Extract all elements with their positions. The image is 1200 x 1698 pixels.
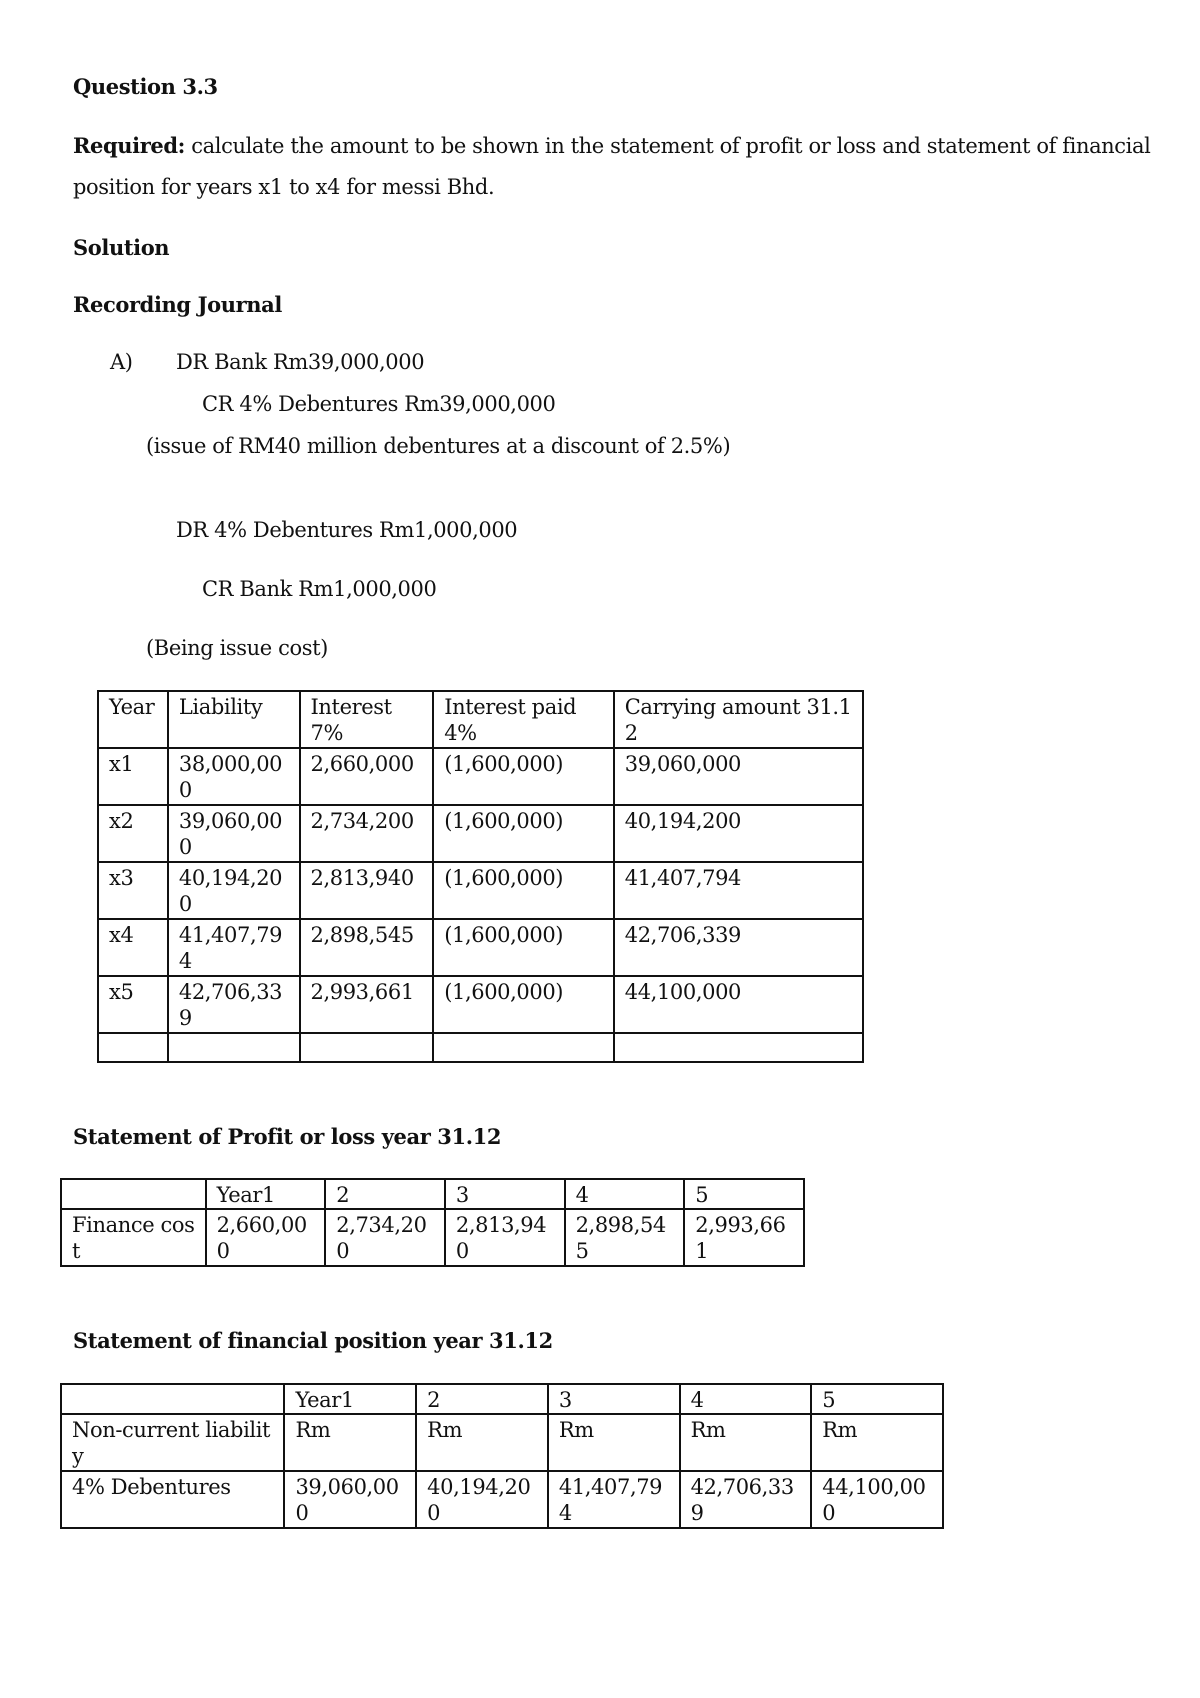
required-line-1 xyxy=(73,133,1150,158)
cell-interest-paid: (1,600,000) xyxy=(433,862,614,919)
header-year-5: 5 xyxy=(811,1384,943,1414)
cell-liability: 42,706,339 xyxy=(168,976,300,1033)
cell-interest-paid: (1,600,000) xyxy=(433,976,614,1033)
debentures-value: 39,060,000 xyxy=(284,1471,416,1528)
debentures-value: 42,706,339 xyxy=(680,1471,812,1528)
header-year-4: 4 xyxy=(565,1179,685,1209)
cell-liability: 41,407,794 xyxy=(168,919,300,976)
cell-year: x5 xyxy=(98,976,168,1033)
header-year-2: 2 xyxy=(416,1384,548,1414)
debentures-label: 4% Debentures xyxy=(61,1471,284,1528)
solution-heading: Solution xyxy=(73,235,170,260)
table-row xyxy=(98,919,863,976)
cell-interest: 2,898,545 xyxy=(300,919,434,976)
journal-heading: Recording Journal xyxy=(73,292,282,317)
table-row xyxy=(61,1414,943,1471)
currency-unit: Rm xyxy=(680,1414,812,1471)
empty-cell xyxy=(98,1033,168,1062)
cell-year: x2 xyxy=(98,805,168,862)
header-carrying-amount: Carrying amount 31.12 xyxy=(614,691,863,748)
finance-cost-value: 2,813,940 xyxy=(445,1209,565,1266)
cell-carrying-amount: 41,407,794 xyxy=(614,862,863,919)
cell-interest-paid: (1,600,000) xyxy=(433,919,614,976)
header-interest: Interest 7% xyxy=(300,691,434,748)
debentures-value: 41,407,794 xyxy=(548,1471,680,1528)
cell-year: x4 xyxy=(98,919,168,976)
entry2-narration: (Being issue cost) xyxy=(146,636,328,660)
header-year-2: 2 xyxy=(325,1179,445,1209)
table-row xyxy=(98,976,863,1033)
required-text: calculate the amount to be shown in the statement of profit or loss and statement of financial xyxy=(185,134,1151,158)
currency-unit: Rm xyxy=(548,1414,680,1471)
profit-or-loss-heading: Statement of Profit or loss year 31.12 xyxy=(73,1124,502,1149)
finance-cost-value: 2,993,661 xyxy=(684,1209,804,1266)
header-year: Year xyxy=(98,691,168,748)
table-header-row xyxy=(61,1384,943,1414)
required-line-2: position for years x1 to x4 for messi Bhd. xyxy=(73,175,495,199)
empty-cell xyxy=(168,1033,300,1062)
non-current-liability-label: Non-current liability xyxy=(61,1414,284,1471)
table-empty-row xyxy=(98,1033,863,1062)
cell-interest: 2,993,661 xyxy=(300,976,434,1033)
header-blank xyxy=(61,1179,206,1209)
amortization-schedule-table xyxy=(97,690,864,1063)
header-year-3: 3 xyxy=(548,1384,680,1414)
empty-cell xyxy=(433,1033,614,1062)
cell-liability: 40,194,200 xyxy=(168,862,300,919)
financial-position-table xyxy=(60,1383,944,1529)
cell-liability: 39,060,000 xyxy=(168,805,300,862)
cell-interest-paid: (1,600,000) xyxy=(433,748,614,805)
entry1-narration: (issue of RM40 million debentures at a discount of 2.5%) xyxy=(146,434,731,458)
table-row xyxy=(61,1471,943,1528)
header-interest-paid: Interest paid 4% xyxy=(433,691,614,748)
cell-liability: 38,000,000 xyxy=(168,748,300,805)
cell-year: x1 xyxy=(98,748,168,805)
table-header-row xyxy=(61,1179,804,1209)
cell-carrying-amount: 40,194,200 xyxy=(614,805,863,862)
finance-cost-value: 2,734,200 xyxy=(325,1209,445,1266)
profit-or-loss-table xyxy=(60,1178,805,1267)
cell-interest: 2,660,000 xyxy=(300,748,434,805)
currency-unit: Rm xyxy=(416,1414,548,1471)
header-year-1: Year1 xyxy=(284,1384,416,1414)
currency-unit: Rm xyxy=(811,1414,943,1471)
entry2-debit: DR 4% Debentures Rm1,000,000 xyxy=(176,518,518,542)
cell-carrying-amount: 39,060,000 xyxy=(614,748,863,805)
cell-interest-paid: (1,600,000) xyxy=(433,805,614,862)
entry-a-label: A) xyxy=(110,350,133,374)
required-label: Required: xyxy=(73,133,186,158)
question-heading: Question 3.3 xyxy=(73,74,218,99)
empty-cell xyxy=(614,1033,863,1062)
table-row xyxy=(98,862,863,919)
header-year-5: 5 xyxy=(684,1179,804,1209)
finance-cost-value: 2,660,000 xyxy=(206,1209,326,1266)
entry1-credit: CR 4% Debentures Rm39,000,000 xyxy=(202,392,556,416)
cell-year: x3 xyxy=(98,862,168,919)
header-year-1: Year1 xyxy=(206,1179,326,1209)
entry1-debit: DR Bank Rm39,000,000 xyxy=(176,350,425,374)
finance-cost-value: 2,898,545 xyxy=(565,1209,685,1266)
currency-unit: Rm xyxy=(284,1414,416,1471)
table-row xyxy=(98,805,863,862)
table-header-row xyxy=(98,691,863,748)
cell-carrying-amount: 42,706,339 xyxy=(614,919,863,976)
entry2-credit: CR Bank Rm1,000,000 xyxy=(202,577,437,601)
header-liability: Liability xyxy=(168,691,300,748)
header-year-4: 4 xyxy=(680,1384,812,1414)
cell-interest: 2,734,200 xyxy=(300,805,434,862)
header-year-3: 3 xyxy=(445,1179,565,1209)
empty-cell xyxy=(300,1033,434,1062)
finance-cost-label: Finance cost xyxy=(61,1209,206,1266)
table-row xyxy=(61,1209,804,1266)
debentures-value: 44,100,000 xyxy=(811,1471,943,1528)
financial-position-heading: Statement of financial position year 31.12 xyxy=(73,1328,553,1353)
table-row xyxy=(98,748,863,805)
cell-carrying-amount: 44,100,000 xyxy=(614,976,863,1033)
debentures-value: 40,194,200 xyxy=(416,1471,548,1528)
header-blank xyxy=(61,1384,284,1414)
cell-interest: 2,813,940 xyxy=(300,862,434,919)
